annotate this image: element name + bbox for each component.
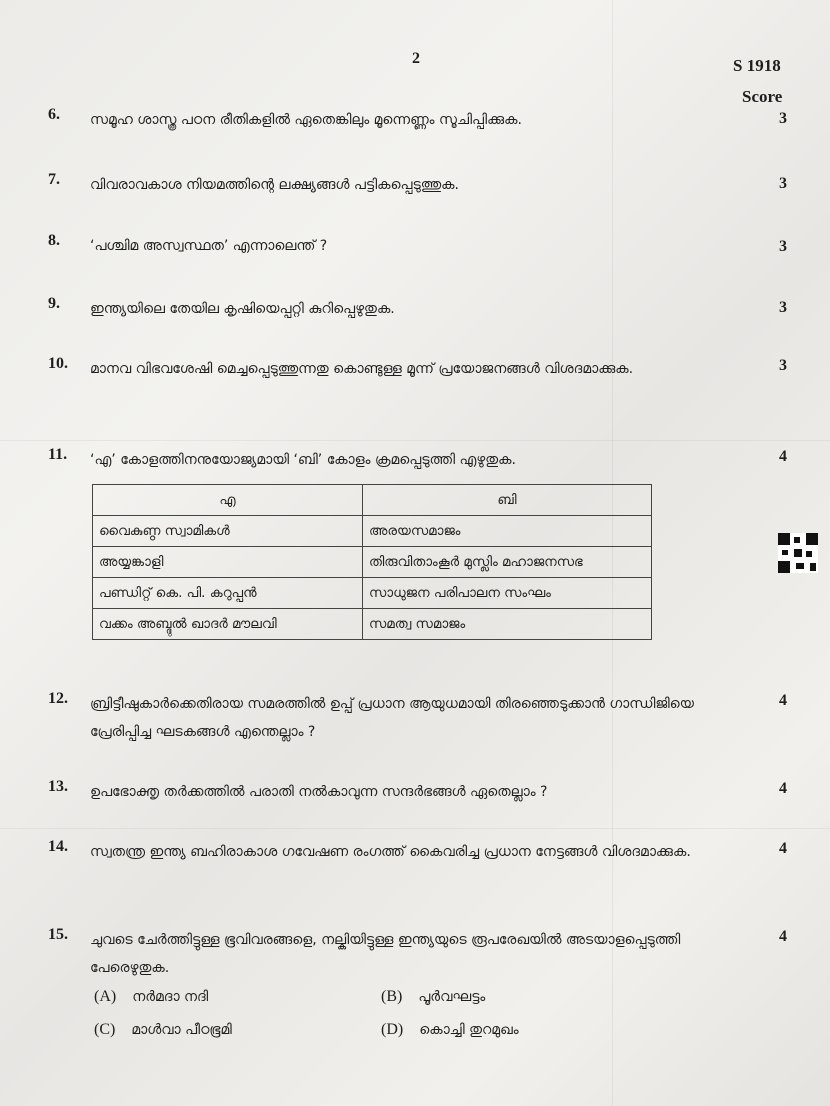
match-table: [92, 484, 652, 640]
question-text: മാനവ വിഭവശേഷി മെച്ചപ്പെടുത്തുന്നതു കൊണ്ടുള്ള മൂന്ന് പ്രയോജനങ്ങൾ വിശദമാക്കുക.: [90, 361, 634, 377]
paper-crease: [0, 828, 830, 829]
question-text: ‘എ’ കോളത്തിനനുയോജ്യമായി ‘ബി’ കോളം ക്രമപ്പെടുത്തി എഴുതുക.: [90, 452, 516, 468]
qr-code-icon: [778, 533, 818, 573]
option-text: നർമദാ നദി: [132, 989, 209, 1005]
question-text: ചുവടെ ചേർത്തിട്ടുള്ള ഭൂവിവരങ്ങളെ, നല്കിയിട്ടുള്ള ഇന്ത്യയുടെ രൂപരേഖയിൽ അടയാളപ്പെടുത്തി പേരെഴുതുക.: [90, 932, 681, 976]
table-row: [93, 609, 652, 640]
option-label: (A): [94, 988, 117, 1005]
score-column-header: Score: [742, 87, 783, 106]
option-a: [94, 988, 208, 1006]
table-header-row: [93, 485, 652, 516]
question-text: ഉപഭോക്തൃ തർക്കത്തിൽ പരാതി നൽകാവുന്ന സന്ദർഭങ്ങൾ ഏതെല്ലാം ?: [90, 784, 548, 800]
column-header-b: ബി: [363, 485, 652, 516]
option-text: മാൾവാ പീഠഭൂമി: [131, 1022, 232, 1038]
question-score: 4: [779, 928, 787, 945]
question-score: 4: [779, 692, 787, 709]
question-number: 7.: [48, 171, 60, 188]
option-b: [381, 988, 485, 1006]
option-label: (C): [94, 1021, 116, 1038]
question-number: 10.: [48, 355, 68, 372]
table-row: [93, 578, 652, 609]
question-number: 9.: [48, 295, 60, 312]
question-number: 6.: [48, 106, 60, 123]
table-cell: വൈകുണ്ഠ സ്വാമികൾ: [93, 516, 363, 547]
question-number: 12.: [48, 690, 68, 707]
question-number: 14.: [48, 838, 68, 855]
question-text: ‘പശ്ചിമ അസ്വസ്ഥത’ എന്നാലെന്ത് ?: [90, 238, 328, 254]
question-score: 4: [779, 840, 787, 857]
table-cell: വക്കം അബ്ദുൽ ഖാദർ മൗലവി: [93, 609, 363, 640]
table-row: [93, 516, 652, 547]
question-text: സ്വതന്ത്ര ഇന്ത്യ ബഹിരാകാശ ഗവേഷണ രംഗത്ത് കൈവരിച്ച പ്രധാന നേട്ടങ്ങൾ വിശദമാക്കുക.: [90, 844, 691, 860]
option-c: [94, 1021, 232, 1039]
question-score: 3: [779, 357, 787, 374]
paper-crease: [0, 440, 830, 441]
question-number: 15.: [48, 926, 68, 943]
question-number: 13.: [48, 778, 68, 795]
question-text: സമൂഹ ശാസ്ത്ര പഠന രീതികളിൽ ഏതെങ്കിലും മൂന്നെണ്ണം സൂചിപ്പിക്കുക.: [90, 112, 522, 128]
table-cell: സമത്വ സമാജം: [363, 609, 652, 640]
question-score: 4: [779, 448, 787, 465]
option-label: (D): [381, 1021, 404, 1038]
question-text: വിവരാവകാശ നിയമത്തിന്റെ ലക്ഷ്യങ്ങൾ പട്ടികപ്പെടുത്തുക.: [90, 177, 459, 193]
question-score: 3: [779, 299, 787, 316]
question-score: 3: [779, 238, 787, 255]
question-number: 11.: [48, 446, 68, 463]
column-header-a: എ: [93, 485, 363, 516]
table-cell: പണ്ഡിറ്റ് കെ. പി. കറുപ്പൻ: [93, 578, 363, 609]
question-text: ഇന്ത്യയിലെ തേയില കൃഷിയെപ്പറ്റി കുറിപ്പെഴുതുക.: [90, 301, 395, 317]
question-number: 8.: [48, 232, 60, 249]
paper-code: S 1918: [733, 56, 781, 75]
table-cell: അയ്യങ്കാളി: [93, 547, 363, 578]
option-d: [381, 1021, 519, 1039]
table-cell: തിരുവിതാംകൂർ മുസ്ലിം മഹാജനസഭ: [363, 547, 652, 578]
question-score: 3: [779, 175, 787, 192]
question-score: 3: [779, 110, 787, 127]
question-text: ബ്രിട്ടീഷുകാർക്കെതിരായ സമരത്തിൽ ഉപ്പ് പ്രധാന ആയുധമായി തിരഞ്ഞെടുക്കാൻ ഗാന്ധിജിയെ പ്രേരിപ്പിച്ച ഘടകങ്ങൾ എന്തെല്ലാം ?: [90, 696, 694, 740]
option-text: പൂർവഘട്ടം: [418, 989, 486, 1005]
option-text: കൊച്ചി തുറമുഖം: [419, 1022, 519, 1038]
table-cell: അരയസമാജം: [363, 516, 652, 547]
table-row: [93, 547, 652, 578]
question-score: 4: [779, 780, 787, 797]
page-number: 2: [412, 50, 420, 67]
option-label: (B): [381, 988, 403, 1005]
table-cell: സാധുജന പരിപാലന സംഘം: [363, 578, 652, 609]
